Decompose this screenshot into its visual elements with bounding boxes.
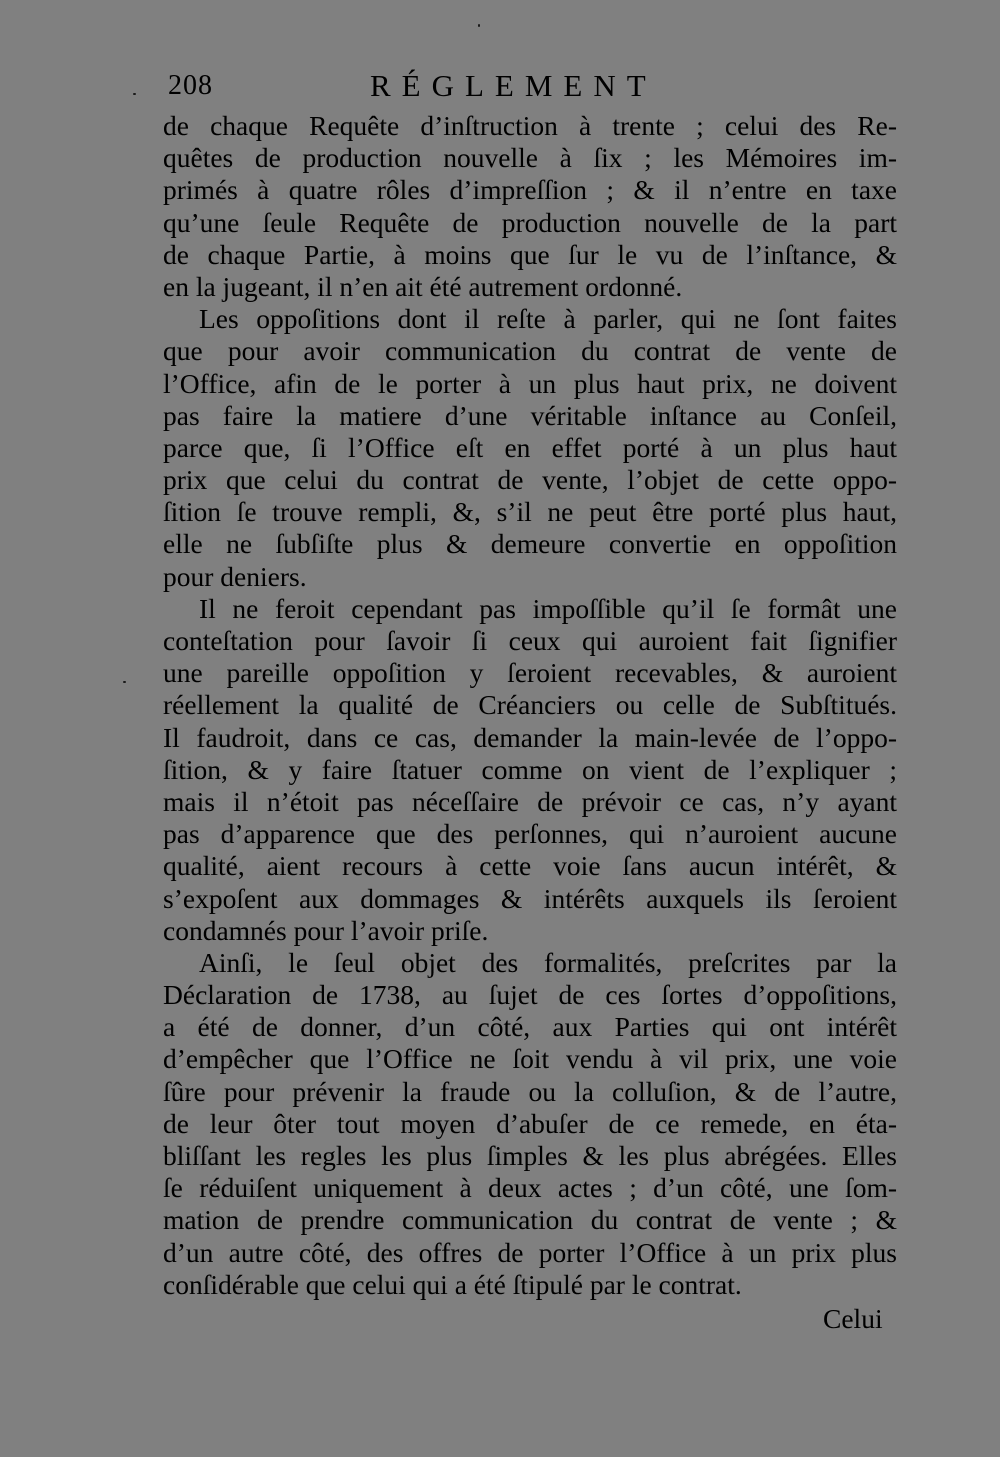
paragraph [163,110,897,303]
text-line: primés à quatre rôles d’impreſſion ; & il n’entre en taxe [163,174,897,206]
text-line: en la jugeant, il n’en ait été autrement ordonné. [163,270,683,302]
text-line: prix que celui du contrat de vente, l’objet de cette oppo- [163,464,897,496]
text-line: ſition ſe trouve rempli, &, s’il ne peut être porté plus haut, [163,496,897,528]
body-text [163,110,897,1301]
text-line: de leur ôter tout moyen d’abuſer de ce remede, en éta- [163,1107,897,1139]
text-line: de chaque Requête d’inſtruction à trente ; celui des Re- [163,110,897,141]
text-line: d’empêcher que l’Office ne ſoit vendu à vil prix, une voie [163,1043,897,1075]
text-line: Il faudroit, dans ce cas, demander la main-levée de l’oppo- [163,721,897,753]
text-line: pas faire la matiere d’une véritable inſtance au Conſeil, [163,399,897,431]
page-header [160,66,900,110]
paragraph [163,303,897,593]
text-line: elle ne ſubſiſte plus & demeure convertie en oppoſition [163,528,897,560]
text-line: Ainſi, le ſeul objet des formalités, preſcrites par la [199,946,897,978]
ink-speck [123,681,126,683]
text-line: Il ne feroit cependant pas impoſſible qu’il ſe formât une [199,592,897,624]
text-line: pas d’apparence que des perſonnes, qui n’auroient aucune [163,818,897,850]
catchword: Celui [823,1303,883,1334]
text-line: une pareille oppoſition y ſeroient recevables, & auroient [163,657,897,689]
text-line: conſidérable que celui qui a été ſtipulé par le contrat. [163,1268,742,1300]
text-line: parce que, ſi l’Office eſt en effet porté à un plus haut [163,431,897,463]
ink-speck [133,93,136,95]
text-line: ſûre pour prévenir la fraude ou la colluſion, & de l’autre, [163,1075,897,1107]
text-line: ſe réduiſent uniquement à deux actes ; d’un côté, une ſom- [163,1172,897,1204]
paragraph [163,947,897,1301]
text-line: bliſſant les regles les plus ſimples & les plus abrégées. Elles [163,1140,897,1171]
text-line: de chaque Partie, à moins que ſur le vu de l’inſtance, & [163,238,897,270]
text-line: s’expoſent aux dommages & intérêts auxquels ils ſeroient [163,882,897,914]
text-line: a été de donner, d’un côté, aux Parties qui ont intérêt [163,1011,897,1043]
ink-speck [478,24,480,27]
text-line: réellement la qualité de Créanciers ou celle de Subſtitués. [163,689,897,721]
page-number: 208 [168,70,213,101]
text-line: conteſtation pour ſavoir ſi ceux qui auroient fait ſignifier [163,625,897,656]
text-line: ſition, & y faire ſtatuer comme on vient de l’expliquer ; [163,753,897,785]
text-line: mation de prendre communication du contrat de vente ; & [163,1204,897,1236]
text-line: qu’une ſeule Requête de production nouvelle de la part [163,206,897,238]
text-line: l’Office, afin de le porter à un plus haut prix, ne doivent [163,367,897,399]
text-line: d’un autre côté, des offres de porter l’Office à un prix plus [163,1236,897,1268]
text-line: mais il n’étoit pas néceſſaire de prévoir ce cas, n’y ayant [163,785,897,817]
paragraph [163,593,897,947]
running-title: RÉGLEMENT [370,68,657,103]
text-line: condamnés pour l’avoir priſe. [163,914,489,946]
text-line: pour deniers. [163,560,307,592]
text-line: Déclaration de 1738, au ſujet de ces ſortes d’oppoſitions, [163,979,897,1011]
text-line: que pour avoir communication du contrat de vente de [163,335,897,367]
text-line: Les oppoſitions dont il reſte à parler, qui ne ſont faites [199,303,897,335]
text-line: qualité, aient recours à cette voie ſans aucun intérêt, & [163,850,897,882]
text-line: quêtes de production nouvelle à ſix ; les Mémoires im- [163,142,897,174]
